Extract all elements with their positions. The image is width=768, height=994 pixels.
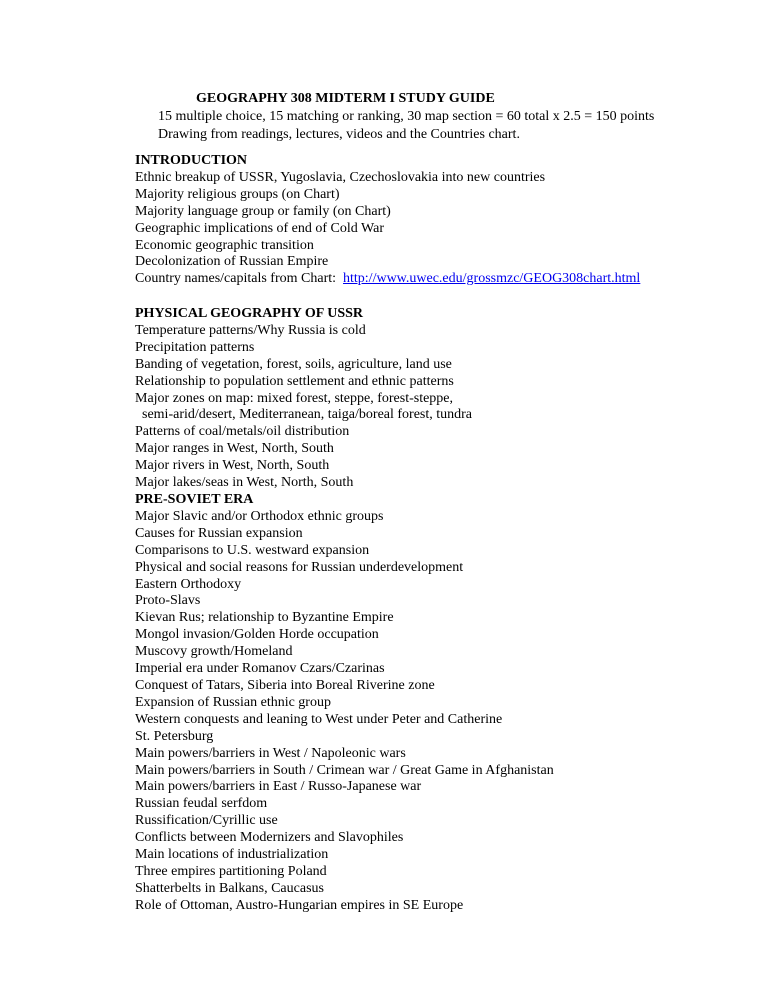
list-item: Decolonization of Russian Empire (135, 254, 329, 270)
list-item: Conflicts between Modernizers and Slavophiles (135, 830, 404, 846)
list-item: Role of Ottoman, Austro-Hungarian empires in SE Europe (135, 897, 464, 913)
list-item: Muscovy growth/Homeland (135, 644, 293, 660)
list-item: Comparisons to U.S. westward expansion (135, 542, 370, 558)
chart-link-item (135, 271, 755, 288)
list-item: Eastern Orthodoxy (135, 576, 242, 592)
list-item: Majority language group or family (on Chart) (135, 203, 391, 219)
list-item: St. Petersburg (135, 728, 214, 744)
list-item: Major zones on map: mixed forest, steppe, forest-steppe, (135, 390, 454, 406)
chart-link-label: Country names/capitals from Chart: (135, 271, 344, 287)
list-item: Causes for Russian expansion (135, 525, 303, 541)
section-heading: INTRODUCTION (135, 153, 248, 168)
list-item: Ethnic breakup of USSR, Yugoslavia, Czechoslovakia into new countries (135, 169, 546, 185)
list-item: Precipitation patterns (135, 339, 255, 355)
list-item: Shatterbelts in Balkans, Caucasus (135, 880, 324, 896)
list-item: Expansion of Russian ethnic group (135, 694, 331, 710)
list-item: Banding of vegetation, forest, soils, agriculture, land use (135, 356, 452, 372)
list-item: Western conquests and leaning to West under Peter and Catherine (135, 711, 503, 727)
pre-soviet-list (135, 509, 755, 915)
introduction-list (135, 170, 755, 288)
list-item: Russian feudal serfdom (135, 796, 268, 812)
list-item: Mongol invasion/Golden Horde occupation (135, 627, 379, 643)
list-item: Relationship to population settlement and ethnic patterns (135, 373, 454, 389)
exam-format-line: 15 multiple choice, 15 matching or ranking, 30 map section = 60 total x 2.5 = 150 points (158, 109, 655, 124)
list-item: Proto-Slavs (135, 593, 201, 609)
list-item: Patterns of coal/metals/oil distribution (135, 424, 350, 440)
list-item: Physical and social reasons for Russian underdevelopment (135, 559, 464, 575)
list-item: Majority religious groups (on Chart) (135, 186, 340, 202)
list-item: Conquest of Tatars, Siberia into Boreal Riverine zone (135, 677, 435, 693)
list-item: Major rivers in West, North, South (135, 458, 330, 474)
list-item: Economic geographic transition (135, 237, 314, 253)
list-item: Imperial era under Romanov Czars/Czarinas (135, 661, 385, 677)
list-item: Three empires partitioning Poland (135, 863, 327, 879)
list-item: Main powers/barriers in West / Napoleonic wars (135, 745, 406, 761)
list-item: Major lakes/seas in West, North, South (135, 475, 354, 491)
list-item: Major Slavic and/or Orthodox ethnic groups (135, 508, 384, 524)
physical-geography-list (135, 323, 755, 492)
list-item: Temperature patterns/Why Russia is cold (135, 322, 366, 338)
document-title: GEOGRAPHY 308 MIDTERM I STUDY GUIDE (196, 91, 495, 106)
exam-sources-line: Drawing from readings, lectures, videos and the Countries chart. (158, 127, 520, 142)
list-item: Russification/Cyrillic use (135, 813, 278, 829)
introduction-section (135, 153, 755, 288)
list-item: Main powers/barriers in South / Crimean war / Great Game in Afghanistan (135, 762, 554, 778)
list-item: Major ranges in West, North, South (135, 441, 334, 457)
list-item: Main powers/barriers in East / Russo-Japanese war (135, 779, 422, 795)
list-item: Kievan Rus; relationship to Byzantine Empire (135, 610, 394, 626)
list-item: Geographic implications of end of Cold War (135, 220, 384, 236)
chart-url-link[interactable]: http://www.uwec.edu/grossmzc/GEOG308chart.html (343, 271, 641, 287)
list-item: Main locations of industrialization (135, 847, 329, 863)
list-item: semi-arid/desert, Mediterranean, taiga/boreal forest, tundra (135, 407, 473, 423)
section-heading: PHYSICAL GEOGRAPHY OF USSR (135, 306, 364, 321)
pre-soviet-section (135, 492, 755, 915)
physical-geography-section (135, 306, 755, 492)
section-heading: PRE-SOVIET ERA (135, 492, 254, 507)
